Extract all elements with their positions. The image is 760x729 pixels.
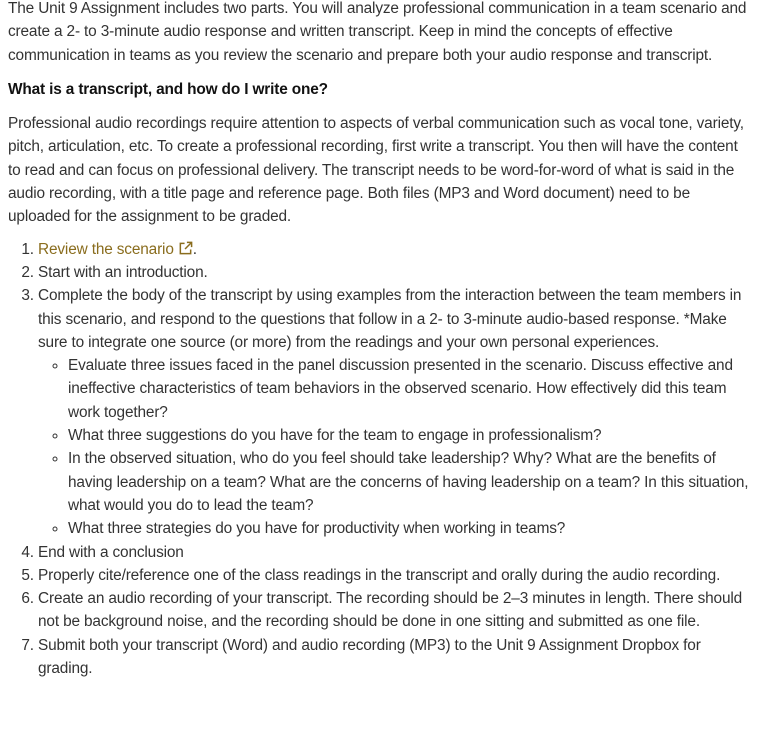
body-questions-list	[38, 354, 752, 540]
transcript-heading: What is a transcript, and how do I write one?	[8, 80, 328, 98]
question-item: ◦ What three suggestions do you have for the team to engage in professionalism?	[68, 424, 752, 447]
review-scenario-link[interactable]	[38, 241, 193, 258]
step-cite: 5. Properly cite/reference one of the class readings in the transcript and orally during the audio recording.	[38, 564, 752, 587]
step-1-suffix: .	[192, 240, 197, 258]
step-body	[38, 284, 752, 540]
question-item: ◦ What three strategies do you have for productivity when working in teams?	[68, 517, 752, 540]
step-recording: 6. Create an audio recording of your transcript. The recording should be 2–3 minutes in length. There should not be background noise, and the recording should be done in one sitting and submitted as one file.	[38, 587, 752, 634]
step-submit: 7. Submit both your transcript (Word) and audio recording (MP3) to the Unit 9 Assignment Dropbox for grading.	[38, 634, 752, 681]
question-item: ◦ Evaluate three issues faced in the panel discussion presented in the scenario. Discuss effective and ineffective characteristics of team behaviors in the observed scenario. How effectively did this team work together?	[68, 354, 752, 424]
steps-list	[8, 238, 752, 681]
review-scenario-link-text[interactable]: Review the scenario	[38, 240, 174, 258]
step-body-text: Complete the body of the transcript by using examples from the interaction between the team members in this scenario, and respond to the questions that follow in a 2- to 3-minute audio-based response. *Make sure to integrate one source (or more) from the readings and your own personal experiences.	[38, 287, 742, 351]
step-review-scenario	[38, 238, 752, 261]
external-link-icon[interactable]	[178, 241, 193, 256]
step-conclusion: 4. End with a conclusion	[38, 541, 752, 564]
intro-paragraph: The Unit 9 Assignment includes two parts. You will analyze professional communication in a team scenario and create a 2- to 3-minute audio response and written transcript. Keep in mind the concepts of effective communication in teams as you review the scenario and prepare both your audio response and transcript.	[8, 0, 747, 64]
question-item: ◦ In the observed situation, who do you feel should take leadership? Why? What are the benefits of having leadership on a team? What are the concerns of having leadership on a team? In this situation, what would you do to lead the team?	[68, 447, 752, 517]
step-introduction: 2. Start with an introduction.	[38, 261, 752, 284]
transcript-paragraph: Professional audio recordings require attention to aspects of verbal communication such as vocal tone, variety, pitch, articulation, etc. To create a professional recording, first write a transcript. You then will have the content to read and can focus on professional delivery. The transcript needs to be word-for-word of what is said in the audio recording, with a title page and reference page. Both files (MP3 and Word document) need to be uploaded for the assignment to be graded.	[8, 115, 744, 226]
